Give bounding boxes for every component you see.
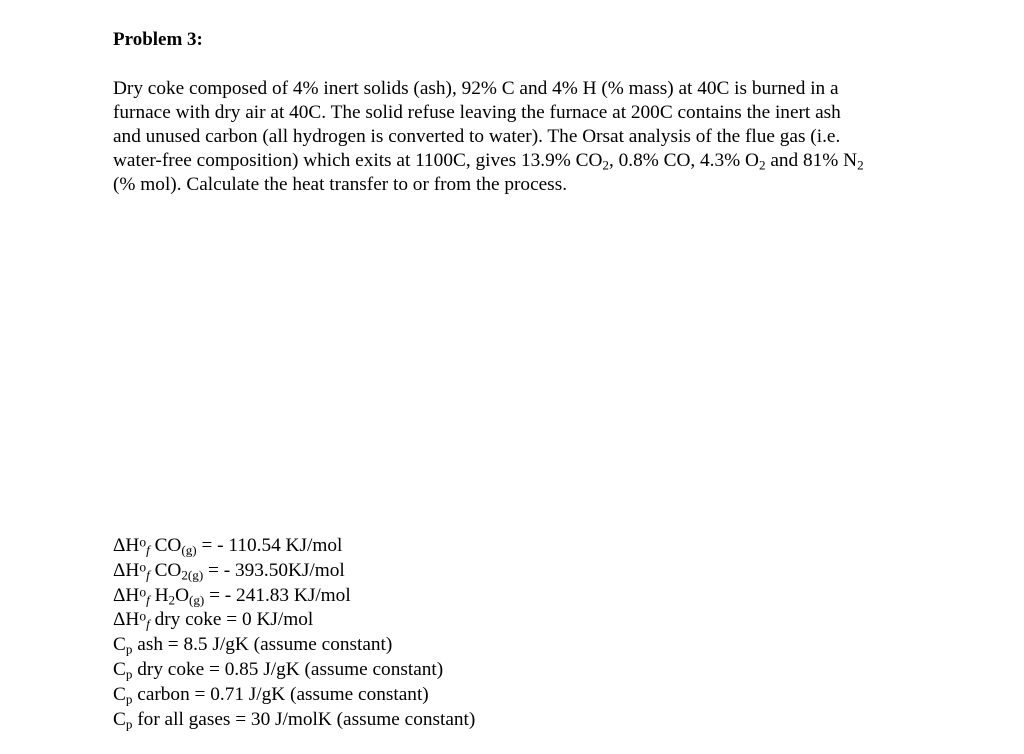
- statement-line-3: and unused carbon (all hydrogen is converted to water). The Orsat analysis of the flue gas (i.e.: [113, 126, 841, 147]
- formation-subscript: f: [146, 616, 150, 632]
- cp-subscript: p: [125, 691, 133, 707]
- enthalpy-co2: [113, 559, 475, 584]
- phase-subscript: 2(g): [181, 567, 204, 583]
- delta-h-symbol: ΔH: [113, 584, 140, 606]
- enthalpy-value: = - 110.54 KJ/mol: [196, 535, 343, 556]
- line4-part-c: and 81% N: [765, 150, 858, 171]
- species-name: dry coke: [154, 609, 222, 631]
- formation-subscript: f: [146, 567, 150, 583]
- delta-h-symbol: ΔH: [113, 559, 140, 581]
- enthalpy-h2o: [113, 584, 475, 609]
- cp-subscript: p: [125, 715, 133, 731]
- cp-value: ash = 8.5 J/gK (assume constant): [132, 634, 393, 656]
- cp-symbol: C: [113, 708, 126, 730]
- degree-superscript: o: [139, 583, 147, 599]
- cp-symbol: C: [113, 658, 126, 680]
- co2-subscript: 2: [602, 157, 609, 173]
- delta-h-symbol: ΔH: [113, 535, 140, 556]
- species-name: H: [154, 584, 169, 606]
- cp-value: for all gases = 30 J/molK (assume constant): [132, 708, 476, 730]
- cp-subscript: p: [125, 641, 133, 657]
- degree-superscript: o: [139, 608, 147, 624]
- line4-part-b: , 0.8% CO, 4.3% O: [608, 150, 759, 171]
- enthalpy-dry-coke: [113, 608, 475, 633]
- cp-symbol: C: [113, 634, 126, 656]
- enthalpy-value: = - 241.83 KJ/mol: [204, 584, 351, 606]
- problem-statement: [113, 77, 993, 197]
- degree-superscript: o: [139, 559, 147, 575]
- phase-subscript: (g): [189, 591, 205, 607]
- cp-carbon: [113, 683, 475, 708]
- problem-title: Problem 3:: [113, 29, 203, 50]
- cp-value: carbon = 0.71 J/gK (assume constant): [132, 683, 429, 705]
- species-name: CO: [154, 535, 182, 556]
- formation-subscript: f: [146, 542, 150, 558]
- species-name: O: [175, 584, 189, 606]
- enthalpy-value: = - 393.50KJ/mol: [203, 559, 345, 581]
- cp-value: dry coke = 0.85 J/gK (assume constant): [132, 658, 444, 680]
- cp-dry-coke: [113, 658, 475, 683]
- degree-superscript: o: [139, 534, 147, 550]
- n2-subscript: 2: [857, 157, 864, 173]
- h2-subscript: 2: [168, 591, 176, 607]
- statement-line-1: Dry coke composed of 4% inert solids (ash), 92% C and 4% H (% mass) at 40C is burned in a: [113, 78, 839, 99]
- enthalpy-co: [113, 534, 475, 559]
- cp-gases: [113, 708, 475, 733]
- statement-line-2: furnace with dry air at 40C. The solid refuse leaving the furnace at 200C contains the inert ash: [113, 102, 841, 123]
- cp-ash: [113, 633, 475, 658]
- cp-symbol: C: [113, 683, 126, 705]
- phase-subscript: (g): [181, 542, 197, 558]
- statement-line-4: [113, 149, 993, 173]
- o2-subscript: 2: [758, 157, 766, 173]
- enthalpy-value: = 0 KJ/mol: [221, 609, 314, 631]
- species-name: CO: [154, 559, 182, 581]
- given-data-list: [113, 534, 475, 732]
- statement-line-5: (% mol). Calculate the heat transfer to or from the process.: [113, 174, 568, 195]
- delta-h-symbol: ΔH: [113, 609, 140, 631]
- formation-subscript: f: [146, 591, 150, 607]
- line4-part-a: water-free composition) which exits at 1100C, gives 13.9% CO: [113, 150, 603, 171]
- cp-subscript: p: [125, 666, 133, 682]
